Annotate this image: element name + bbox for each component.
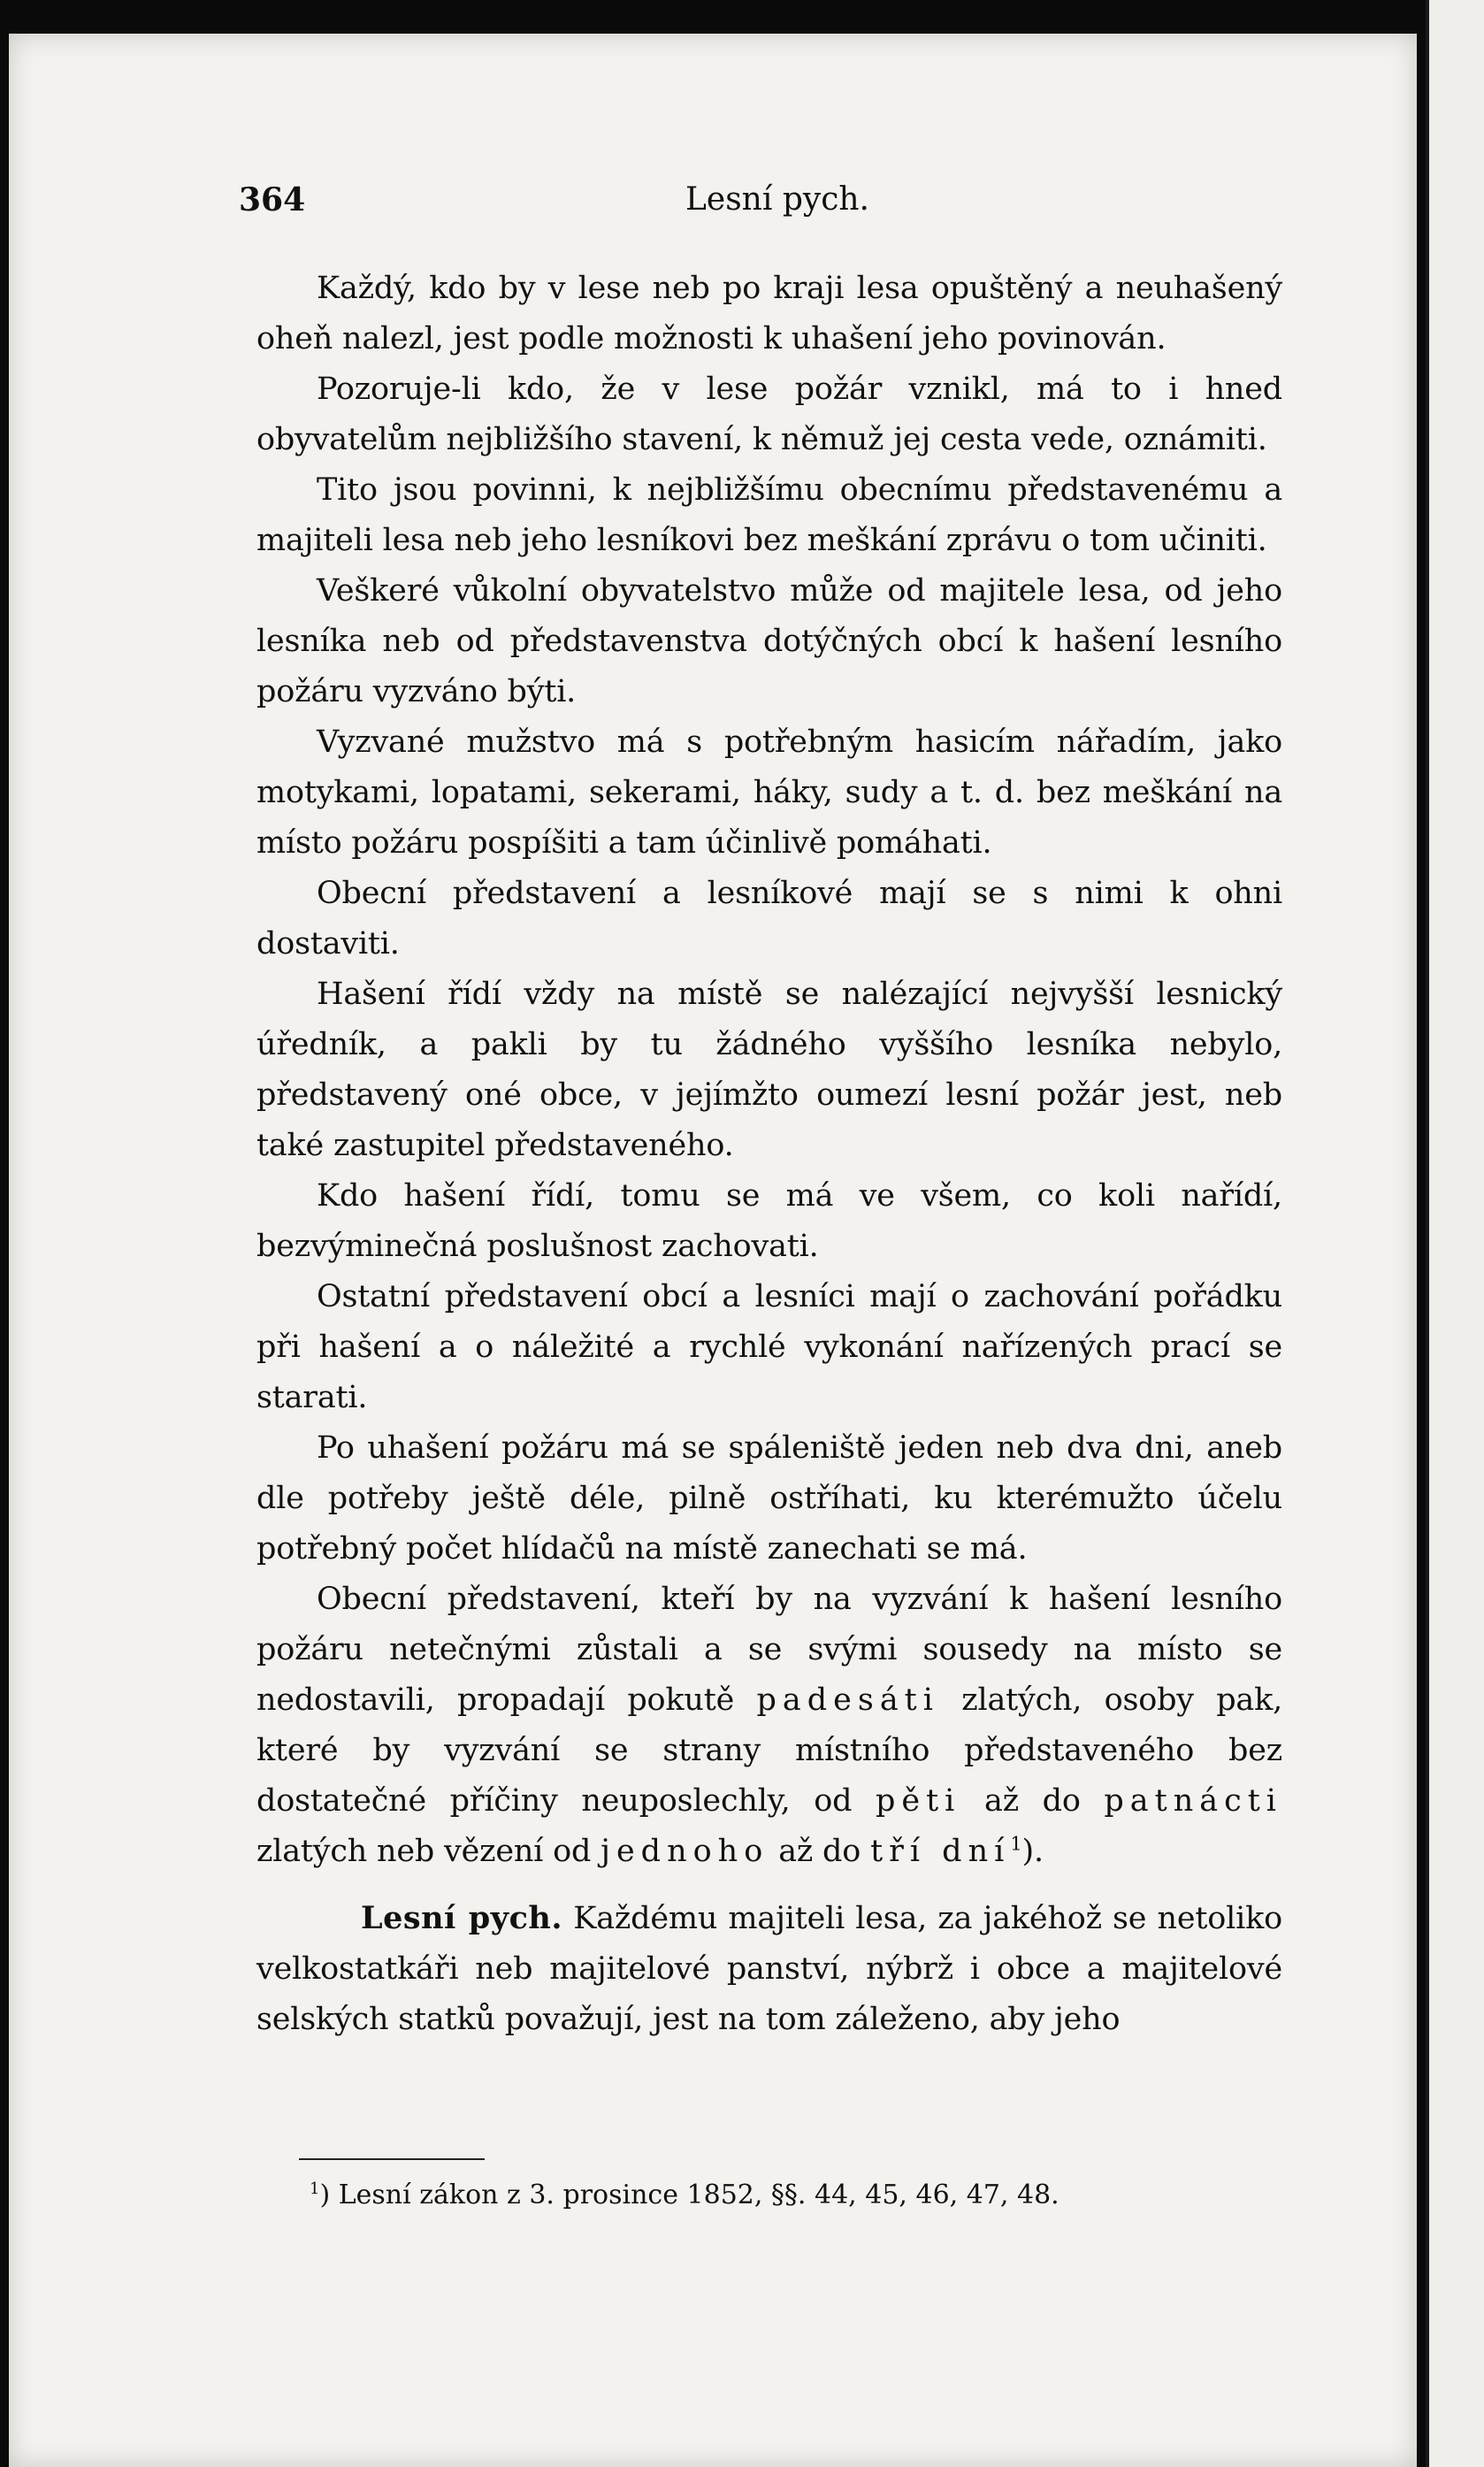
text-run: Obecní představení, kteří by na vyzvání k hašení lesního požáru netečnými zůstali a se svými sousedy na místo se nedostavili, propadají pokutě (256, 1582, 1282, 1718)
penalty-paragraph (256, 1574, 1282, 1877)
paragraph: Kdo hašení řídí, tomu se má ve všem, co koli nařídí, bezvýminečná poslušnost zachovati. (256, 1178, 1282, 1264)
footnote-rule (299, 2158, 485, 2160)
emphasis-spaced: patnácti (1104, 1783, 1282, 1819)
emphasis-spaced: pěti (875, 1783, 961, 1819)
paragraph: Ostatní představení obcí a lesníci mají o zachování pořádku při hašení a o náležité a rychlé vykonání nařízených prací se starati. (256, 1279, 1282, 1415)
paragraph: Veškeré vůkolní obyvatelstvo může od majitele lesa, od jeho lesníka neb od představenstva dotýčných obcí k hašení lesního požáru vyzváno býti. (256, 573, 1282, 709)
paragraph: Obecní představení a lesníkové mají se s nimi k ohni dostaviti. (256, 876, 1282, 962)
footnote-text: ) Lesní zákon z 3. prosince 1852, §§. 44, 45, 46, 47, 48. (319, 2180, 1059, 2210)
emphasis-spaced: jednoho (600, 1834, 769, 1869)
paragraph: Vyzvané mužstvo má s potřebným hasicím nářadím, jako motykami, lopatami, sekerami, háky, sudy a t. d. bez meškání na místo požáru pospíšiti a tam účinlivě pomáhati. (256, 724, 1282, 861)
running-title: Lesní pych. (685, 181, 870, 218)
text-run: až do (960, 1783, 1105, 1819)
text-run: ). (1021, 1834, 1044, 1869)
paragraph: Každý, kdo by v lese neb po kraji lesa opuštěný a neuhašený oheň nalezl, jest podle možnosti k uhašení jeho povinován. (256, 271, 1282, 356)
paragraph: Hašení řídí vždy na místě se nalézající nejvyšší lesnický úředník, a pakli by tu žádného vyššího lesníka nebylo, představený oné obce, v jejímžto oumezí lesní požár jest, neb také zastupitel představeného. (256, 977, 1282, 1163)
text-run: zlatých neb vězení od (256, 1834, 601, 1869)
footnote-reference: 1 (1010, 1833, 1022, 1855)
footnote (310, 2176, 1282, 2215)
paragraph: Tito jsou povinni, k nejbližšímu obecnímu představenému a majiteli lesa neb jeho lesníkovi bez meškání zprávu o tom učiniti. (256, 472, 1282, 558)
emphasis-spaced: padesáti (756, 1682, 939, 1718)
paragraph: Po uhašení požáru má se spáleniště jeden neb dva dni, aneb dle potřeby ještě déle, pilně ostříhati, ku kterémužto účelu potřebný počet hlídačů na místě zanechati se má. (256, 1430, 1282, 1567)
page-number: 364 (239, 181, 306, 218)
section-text: Každému majiteli lesa, za jakéhož se netoliko velkostatkáři neb majitelové panství, nýbrž i obce a majitelové selských statků považují, jest na tom záleženo, aby jeho (256, 1901, 1282, 2037)
section-term: Lesní pych. (361, 1900, 563, 1936)
paragraph: Pozoruje-li kdo, že v lese požár vznikl, má to i hned obyvatelům nejbližšího stavení, k němuž jej cesta vede, oznámiti. (256, 372, 1282, 457)
footnote-mark: 1 (310, 2180, 320, 2198)
text-run: zlatých, osoby pak, které by vyzvání se strany místního představeného bez dostatečné příčiny neuposlechly, od (256, 1682, 1282, 1819)
section-paragraph (256, 1893, 1282, 2045)
adjacent-page-edge (1426, 0, 1484, 2467)
page-body (256, 264, 1282, 2045)
running-head (239, 181, 1123, 234)
emphasis-spaced: tří dní (870, 1834, 1011, 1869)
text-run: až do (769, 1834, 871, 1869)
